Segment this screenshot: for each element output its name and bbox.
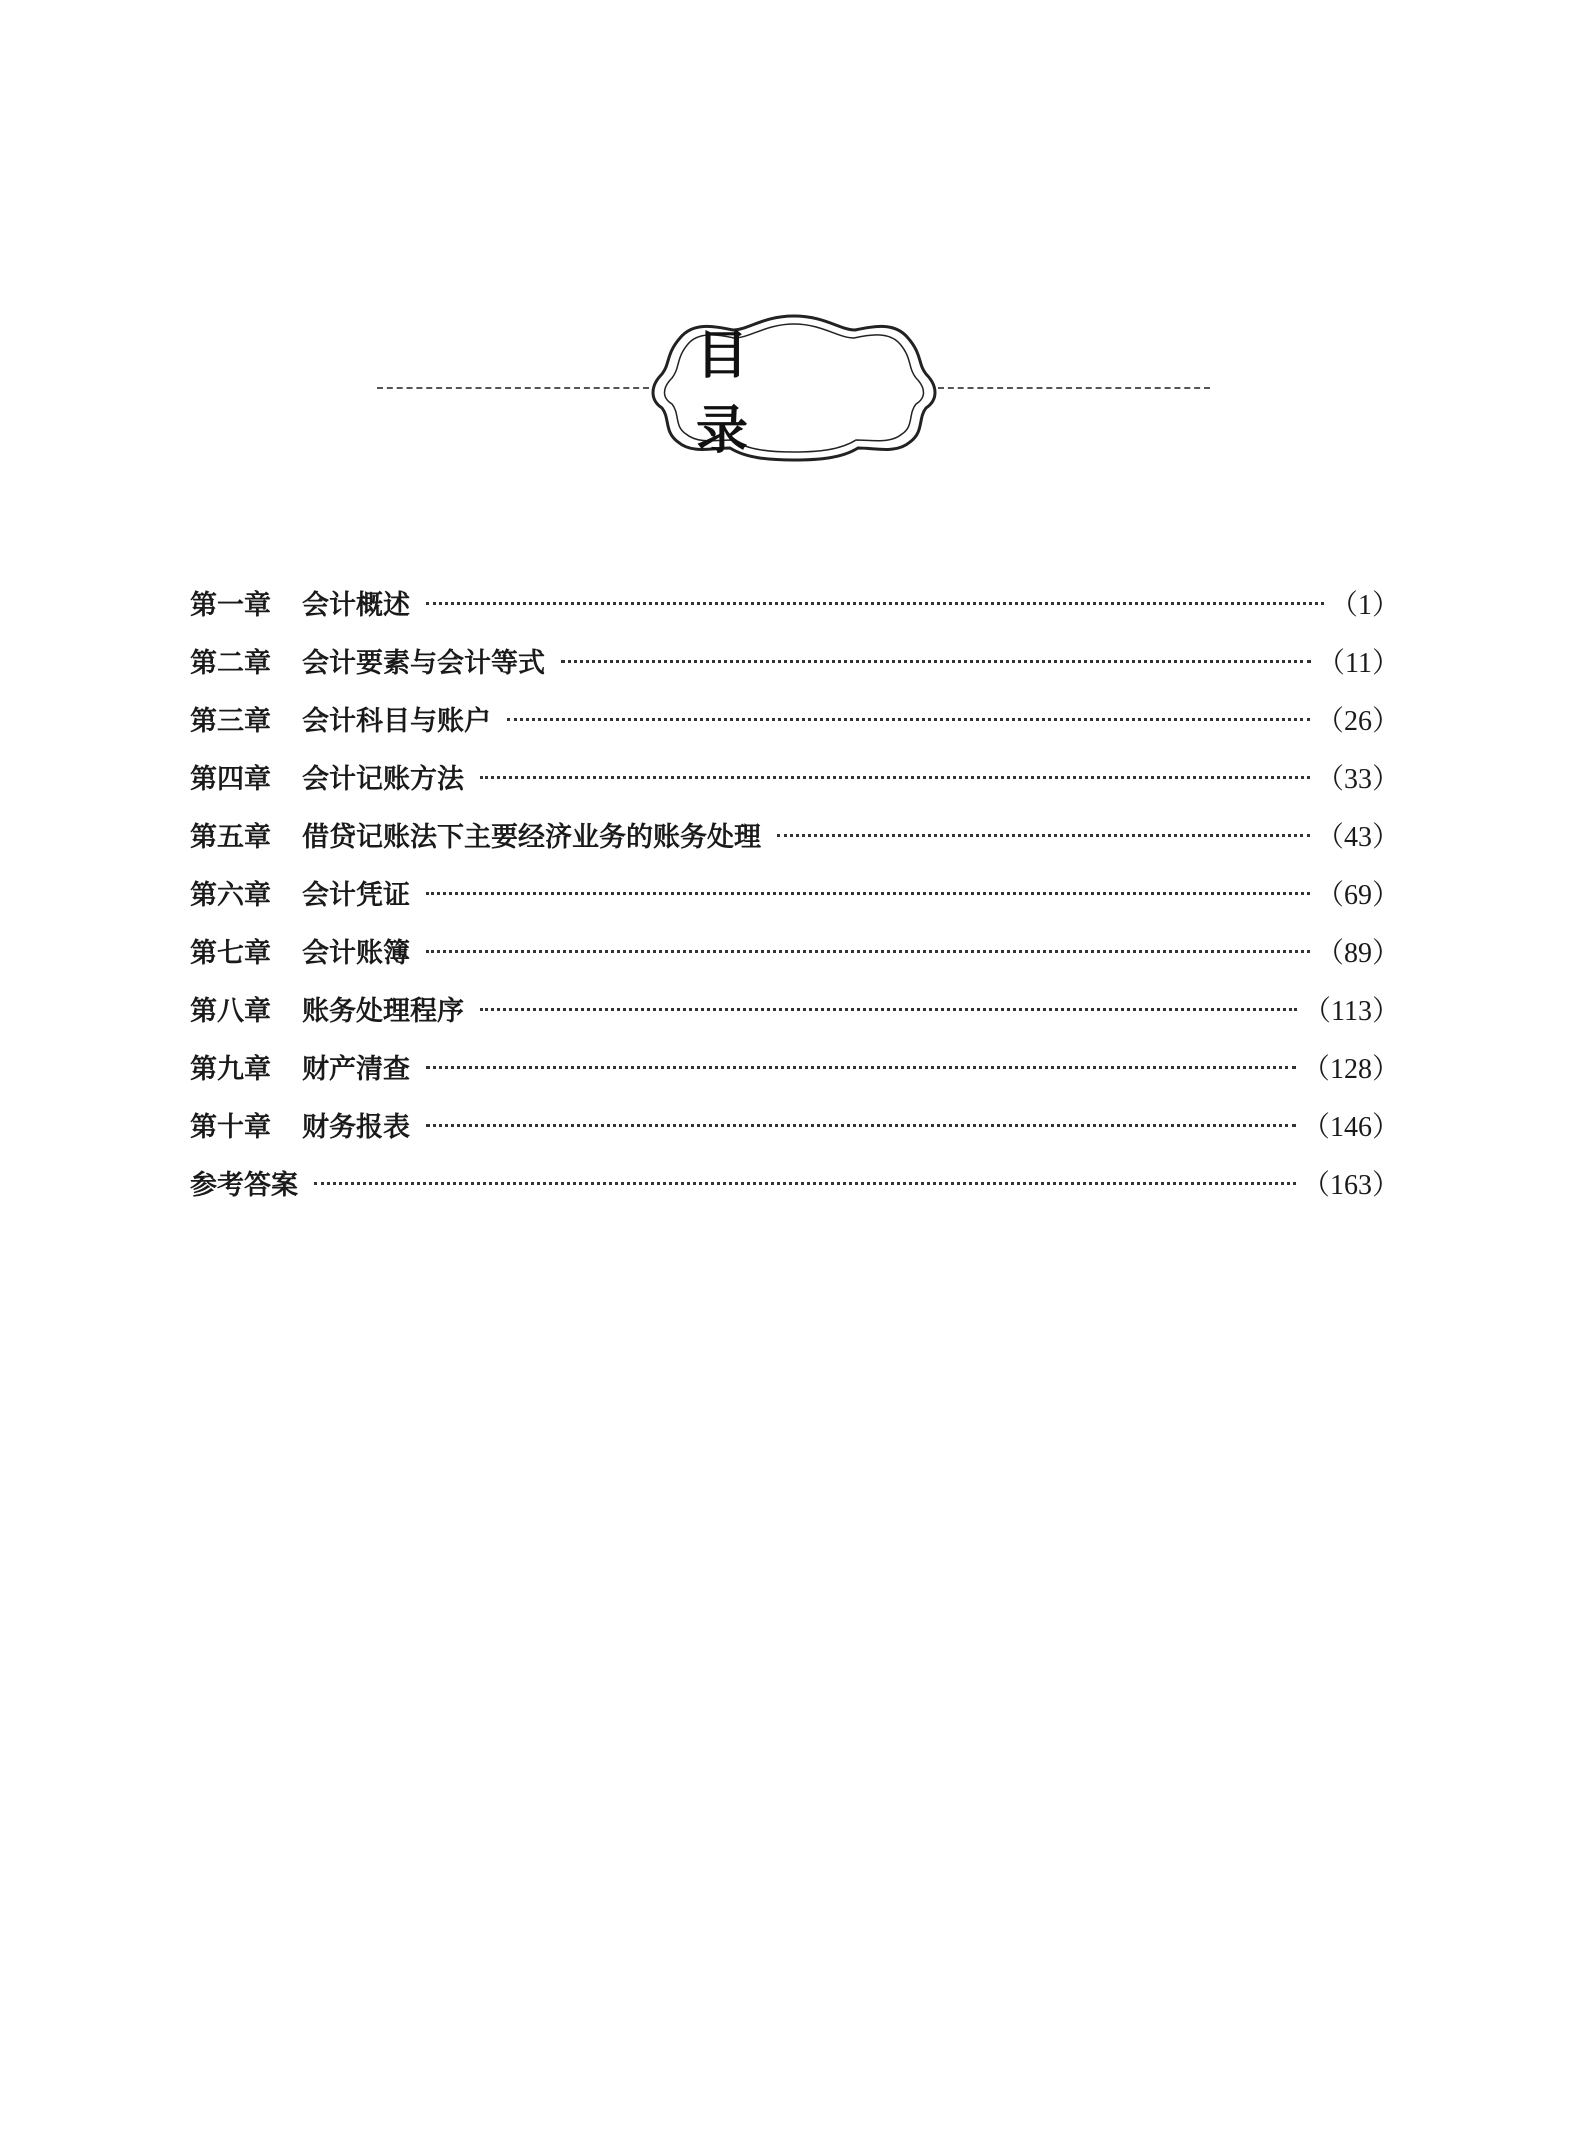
toc-row[interactable] — [190, 936, 1400, 994]
toc-row[interactable] — [190, 588, 1400, 646]
dot-leader — [426, 1124, 1296, 1127]
dot-leader — [561, 660, 1311, 663]
chapter-title: 会计要素与会计等式 — [302, 648, 545, 679]
chapter-number: 第十章 — [190, 1112, 271, 1143]
page-number: （163） — [1301, 1170, 1400, 1201]
page-number: （11） — [1317, 648, 1400, 679]
toc-row[interactable] — [190, 994, 1400, 1052]
dot-leader — [480, 776, 1310, 779]
dot-leader — [507, 718, 1310, 721]
dot-leader — [426, 1066, 1296, 1069]
dot-leader — [314, 1182, 1296, 1185]
page-title: 目 录 — [696, 326, 795, 461]
toc-row[interactable] — [190, 1110, 1400, 1168]
dot-leader — [480, 1008, 1297, 1011]
toc-row-answers[interactable] — [190, 1168, 1400, 1226]
table-of-contents — [190, 588, 1400, 1226]
chapter-title: 会计账簿 — [302, 938, 410, 969]
toc-header — [0, 300, 1587, 470]
chapter-title: 会计科目与账户 — [302, 706, 491, 737]
chapter-title: 财产清查 — [302, 1054, 410, 1085]
chapter-number: 第四章 — [190, 764, 271, 795]
page-number: （33） — [1315, 764, 1400, 795]
chapter-title: 会计概述 — [302, 590, 410, 621]
page-number: （1） — [1329, 590, 1400, 621]
chapter-number: 第一章 — [190, 590, 271, 621]
chapter-number: 第二章 — [190, 648, 271, 679]
toc-row[interactable] — [190, 820, 1400, 878]
page-number: （113） — [1303, 996, 1400, 1027]
header-dashed-line-left — [377, 387, 649, 389]
page-number: （128） — [1301, 1054, 1400, 1085]
dot-leader — [426, 950, 1310, 953]
chapter-number: 第三章 — [190, 706, 271, 737]
chapter-title: 参考答案 — [190, 1170, 298, 1201]
chapter-number: 第七章 — [190, 938, 271, 969]
header-dashed-line-right — [938, 387, 1210, 389]
toc-row[interactable] — [190, 878, 1400, 936]
chapter-title: 财务报表 — [302, 1112, 410, 1143]
page-number: （43） — [1315, 822, 1400, 853]
toc-row[interactable] — [190, 704, 1400, 762]
chapter-title: 借贷记账法下主要经济业务的账务处理 — [302, 822, 761, 853]
toc-row[interactable] — [190, 1052, 1400, 1110]
chapter-number: 第五章 — [190, 822, 271, 853]
dot-leader — [777, 834, 1310, 837]
page-number: （69） — [1315, 880, 1400, 911]
dot-leader — [426, 602, 1324, 605]
chapter-number: 第八章 — [190, 996, 271, 1027]
chapter-number: 第六章 — [190, 880, 271, 911]
chapter-title: 会计凭证 — [302, 880, 410, 911]
chapter-title: 会计记账方法 — [302, 764, 464, 795]
chapter-title: 账务处理程序 — [302, 996, 464, 1027]
page-number: （89） — [1315, 938, 1400, 969]
page-number: （26） — [1315, 706, 1400, 737]
page-number: （146） — [1301, 1112, 1400, 1143]
chapter-number: 第九章 — [190, 1054, 271, 1085]
dot-leader — [426, 892, 1310, 895]
toc-row[interactable] — [190, 646, 1400, 704]
toc-row[interactable] — [190, 762, 1400, 820]
